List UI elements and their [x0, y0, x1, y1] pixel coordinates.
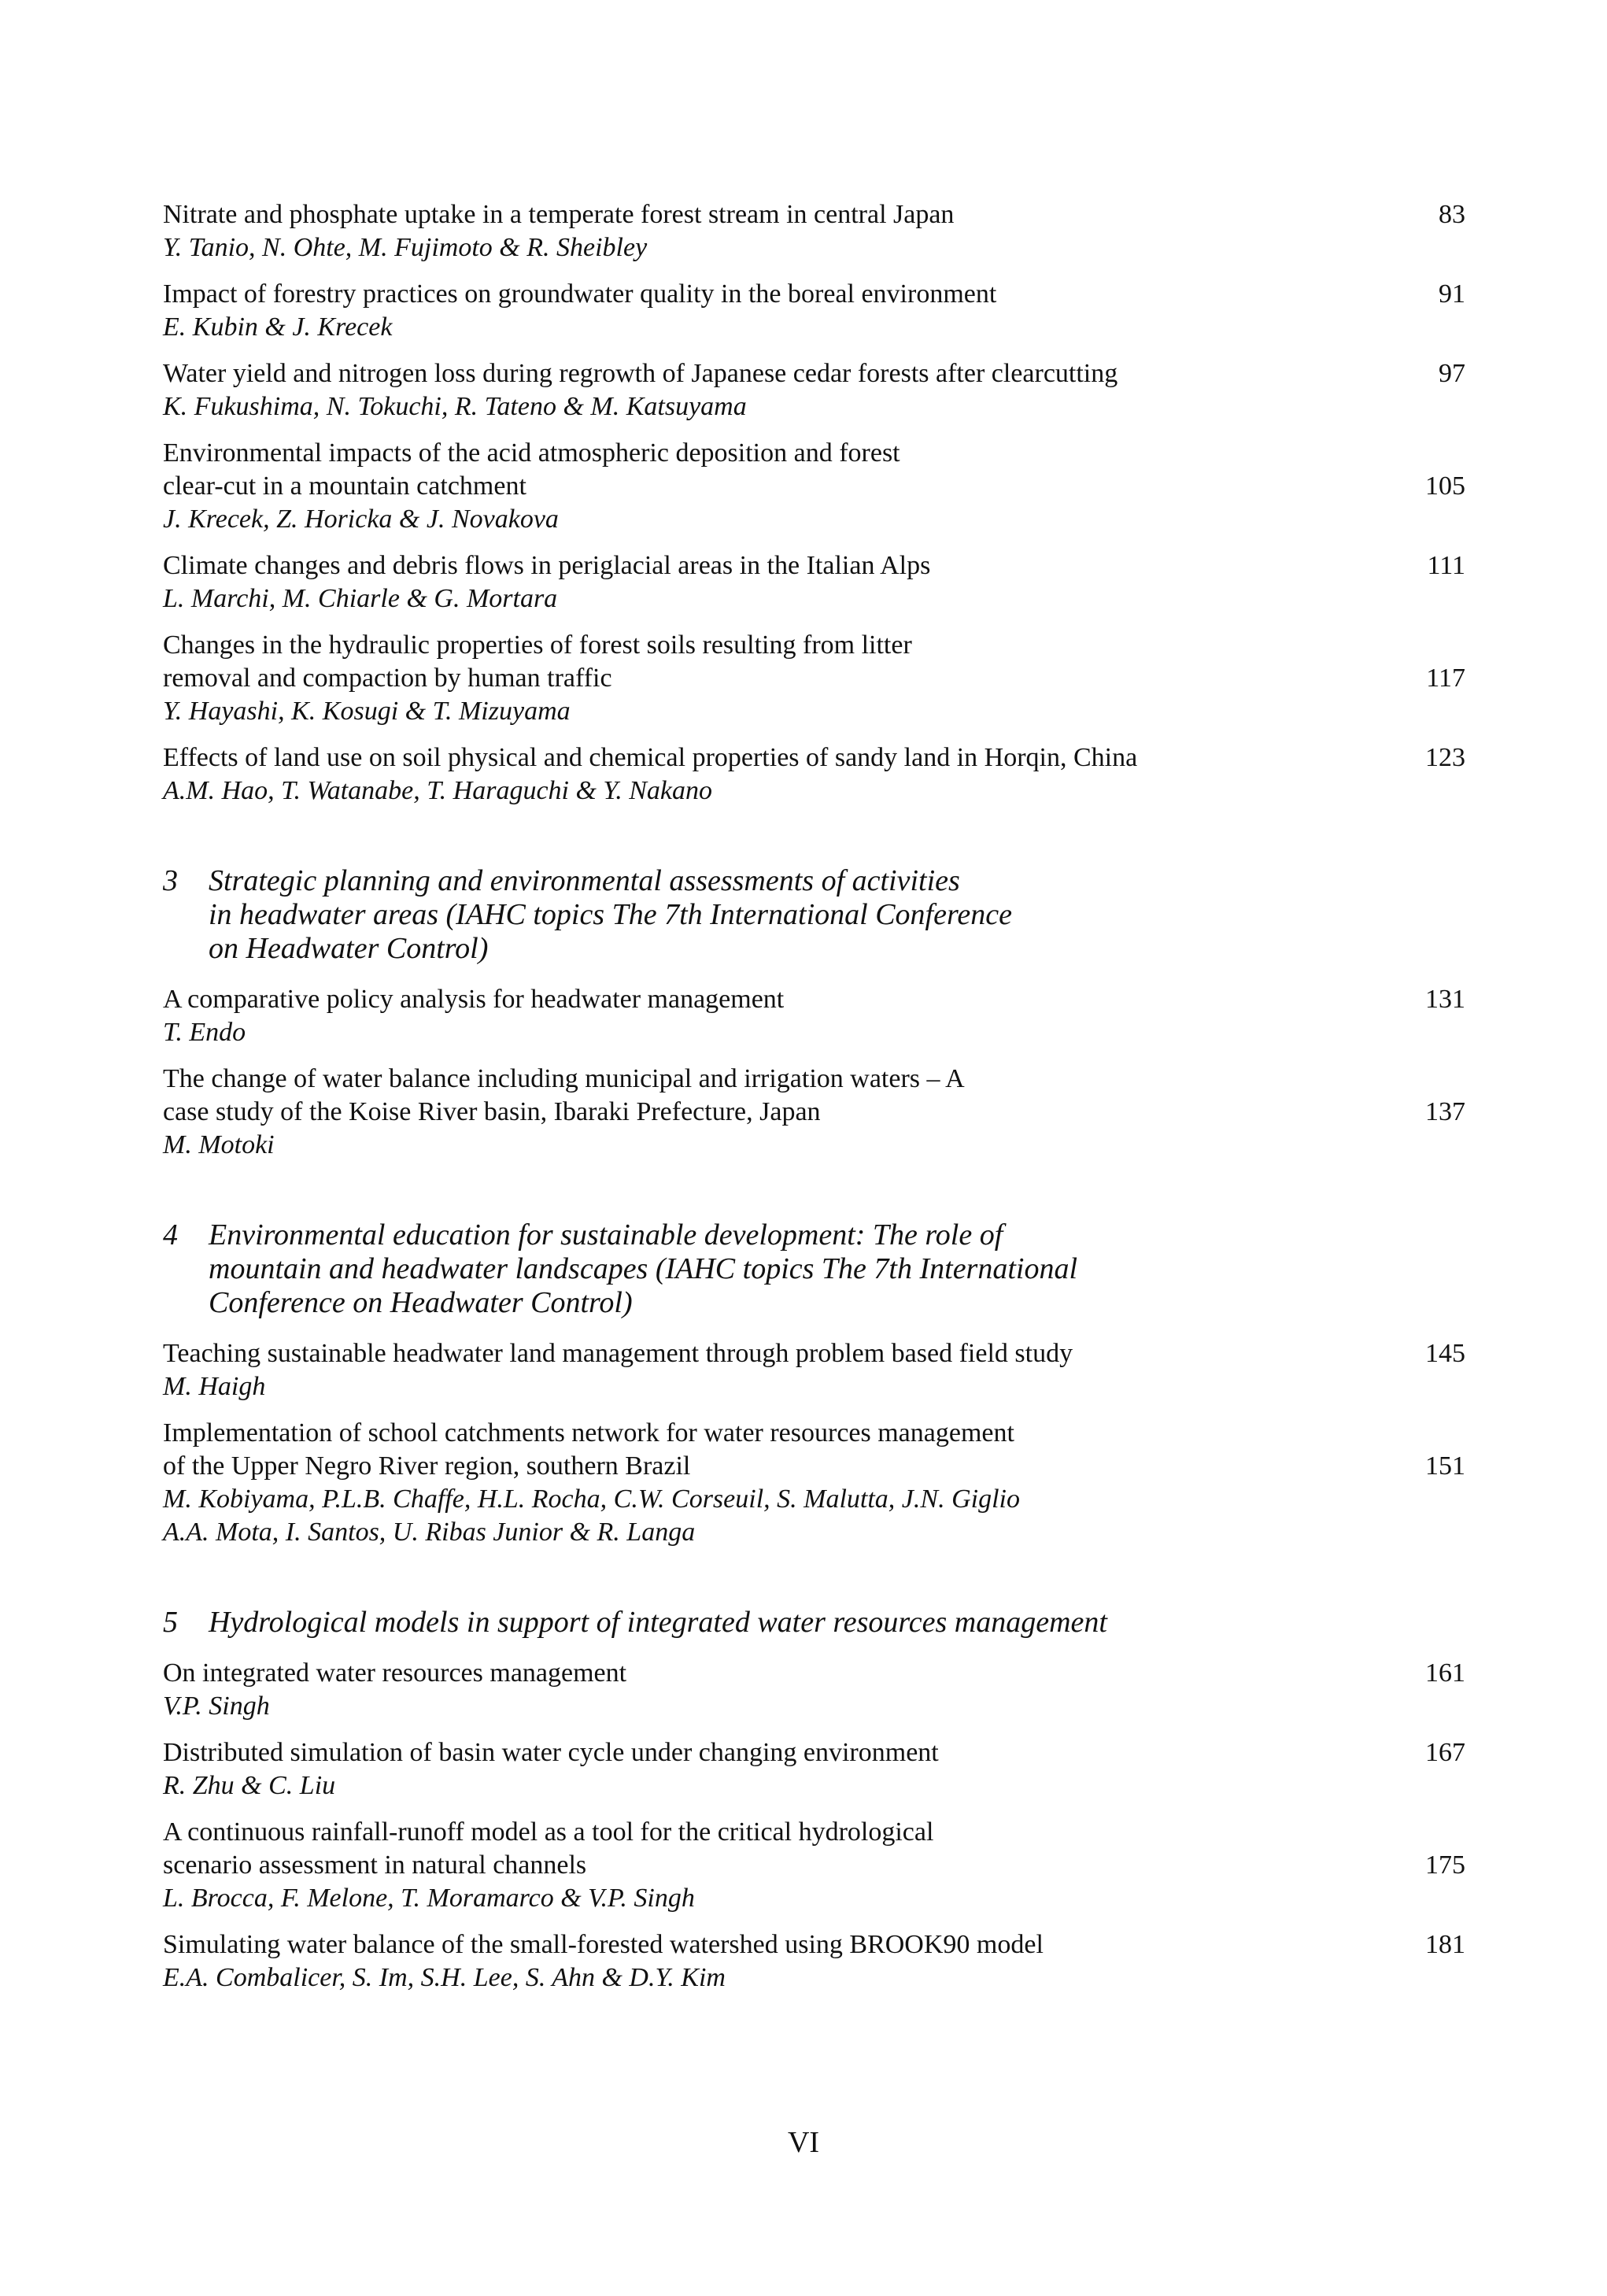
entry-authors: T. Endo: [163, 1018, 246, 1047]
toc-entry: [163, 1736, 1465, 1802]
entry-title: A comparative policy analysis for headwater management: [163, 985, 785, 1014]
entry-title: On integrated water resources management: [163, 1658, 627, 1688]
toc-entry: [163, 1816, 1465, 1915]
section-title-line: on Headwater Control): [209, 932, 489, 965]
entry-title: Climate changes and debris flows in periglacial areas in the Italian Alps: [163, 551, 931, 580]
entry-title: of the Upper Negro River region, southern Brazil: [163, 1451, 691, 1481]
page-number: VI: [787, 2126, 820, 2159]
entry-page-number: 161: [1425, 1658, 1465, 1688]
section-heading: [163, 1218, 1465, 1320]
toc-entry: [163, 1063, 1465, 1162]
section-title-line: Environmental education for sustainable development: The role of: [209, 1218, 1003, 1252]
entry-title: Effects of land use on soil physical and chemical properties of sandy land in Horqin, China: [163, 743, 1138, 772]
toc-entry: [163, 629, 1465, 728]
toc-entry: [163, 198, 1465, 264]
entry-page-number: 131: [1425, 985, 1465, 1014]
entry-title: Teaching sustainable headwater land management through problem based field study: [163, 1339, 1073, 1368]
section-title-line: Hydrological models in support of integrated water resources management: [209, 1606, 1107, 1639]
toc-entry: [163, 278, 1465, 344]
table-of-contents: [163, 198, 1465, 2008]
entry-authors: L. Marchi, M. Chiarle & G. Mortara: [163, 584, 558, 613]
entry-authors: M. Motoki: [163, 1130, 275, 1159]
entry-page-number: 167: [1425, 1738, 1465, 1767]
entry-authors: M. Haigh: [163, 1372, 266, 1401]
entry-page-number: 83: [1439, 200, 1465, 229]
entry-page-number: 123: [1425, 743, 1465, 772]
section-title-line: in headwater areas (IAHC topics The 7th International Conference: [209, 898, 1012, 931]
section-heading: [163, 864, 1465, 966]
section-title-line: Conference on Headwater Control): [209, 1286, 633, 1319]
toc-entry: [163, 983, 1465, 1049]
entry-page-number: 105: [1425, 471, 1465, 501]
entry-page-number: 91: [1439, 279, 1465, 309]
entry-title: Simulating water balance of the small-forested watershed using BROOK90 model: [163, 1930, 1044, 1959]
toc-entry: [163, 437, 1465, 536]
toc-entry: [163, 1657, 1465, 1723]
section-number: 5: [163, 1606, 178, 1639]
section-title-line: Strategic planning and environmental assessments of activities: [209, 864, 960, 897]
section-number: 4: [163, 1218, 178, 1252]
toc-entry: [163, 357, 1465, 423]
entry-title: The change of water balance including municipal and irrigation waters – A: [163, 1064, 965, 1093]
entry-page-number: 181: [1425, 1930, 1465, 1959]
entry-authors: A.A. Mota, I. Santos, U. Ribas Junior & R. Langa: [163, 1518, 696, 1547]
entry-authors: E. Kubin & J. Krecek: [163, 312, 393, 342]
entry-title: Environmental impacts of the acid atmospheric deposition and forest: [163, 438, 900, 468]
entry-authors: Y. Tanio, N. Ohte, M. Fujimoto & R. Sheibley: [163, 233, 648, 262]
entry-title: Water yield and nitrogen loss during regrowth of Japanese cedar forests after clearcutting: [163, 359, 1118, 388]
entry-title: Implementation of school catchments network for water resources management: [163, 1418, 1014, 1447]
entry-authors: A.M. Hao, T. Watanabe, T. Haraguchi & Y. Nakano: [163, 776, 712, 805]
entry-title: Distributed simulation of basin water cycle under changing environment: [163, 1738, 939, 1767]
entry-page-number: 111: [1427, 551, 1465, 580]
entry-title: removal and compaction by human traffic: [163, 664, 612, 693]
entry-authors: M. Kobiyama, P.L.B. Chaffe, H.L. Rocha, C.W. Corseuil, S. Malutta, J.N. Giglio: [163, 1484, 1020, 1514]
entry-page-number: 97: [1439, 359, 1465, 388]
entry-authors: K. Fukushima, N. Tokuchi, R. Tateno & M. Katsuyama: [163, 392, 747, 421]
section-number: 3: [163, 864, 178, 897]
section-title-line: mountain and headwater landscapes (IAHC topics The 7th International: [209, 1252, 1078, 1285]
entry-title: Impact of forestry practices on groundwater quality in the boreal environment: [163, 279, 997, 309]
entry-title: scenario assessment in natural channels: [163, 1850, 587, 1880]
section-heading: [163, 1606, 1465, 1640]
entry-page-number: 145: [1425, 1339, 1465, 1368]
toc-entry: [163, 1928, 1465, 1995]
entry-title: case study of the Koise River basin, Ibaraki Prefecture, Japan: [163, 1097, 821, 1126]
entry-title: clear-cut in a mountain catchment: [163, 471, 526, 501]
entry-page-number: 137: [1425, 1097, 1465, 1126]
entry-authors: E.A. Combalicer, S. Im, S.H. Lee, S. Ahn & D.Y. Kim: [163, 1963, 726, 1992]
entry-page-number: 175: [1425, 1850, 1465, 1880]
entry-authors: L. Brocca, F. Melone, T. Moramarco & V.P. Singh: [163, 1884, 695, 1913]
entry-page-number: 117: [1426, 664, 1465, 693]
toc-entry: [163, 741, 1465, 808]
entry-authors: V.P. Singh: [163, 1691, 270, 1721]
entry-title: Nitrate and phosphate uptake in a temperate forest stream in central Japan: [163, 200, 955, 229]
toc-entry: [163, 1417, 1465, 1549]
toc-entry: [163, 1337, 1465, 1403]
entry-authors: Y. Hayashi, K. Kosugi & T. Mizuyama: [163, 697, 571, 726]
toc-entry: [163, 549, 1465, 616]
entry-title: Changes in the hydraulic properties of forest soils resulting from litter: [163, 630, 912, 660]
entry-authors: R. Zhu & C. Liu: [163, 1771, 336, 1800]
entry-title: A continuous rainfall-runoff model as a tool for the critical hydrological: [163, 1817, 934, 1847]
entry-authors: J. Krecek, Z. Horicka & J. Novakova: [163, 505, 559, 534]
entry-page-number: 151: [1425, 1451, 1465, 1481]
